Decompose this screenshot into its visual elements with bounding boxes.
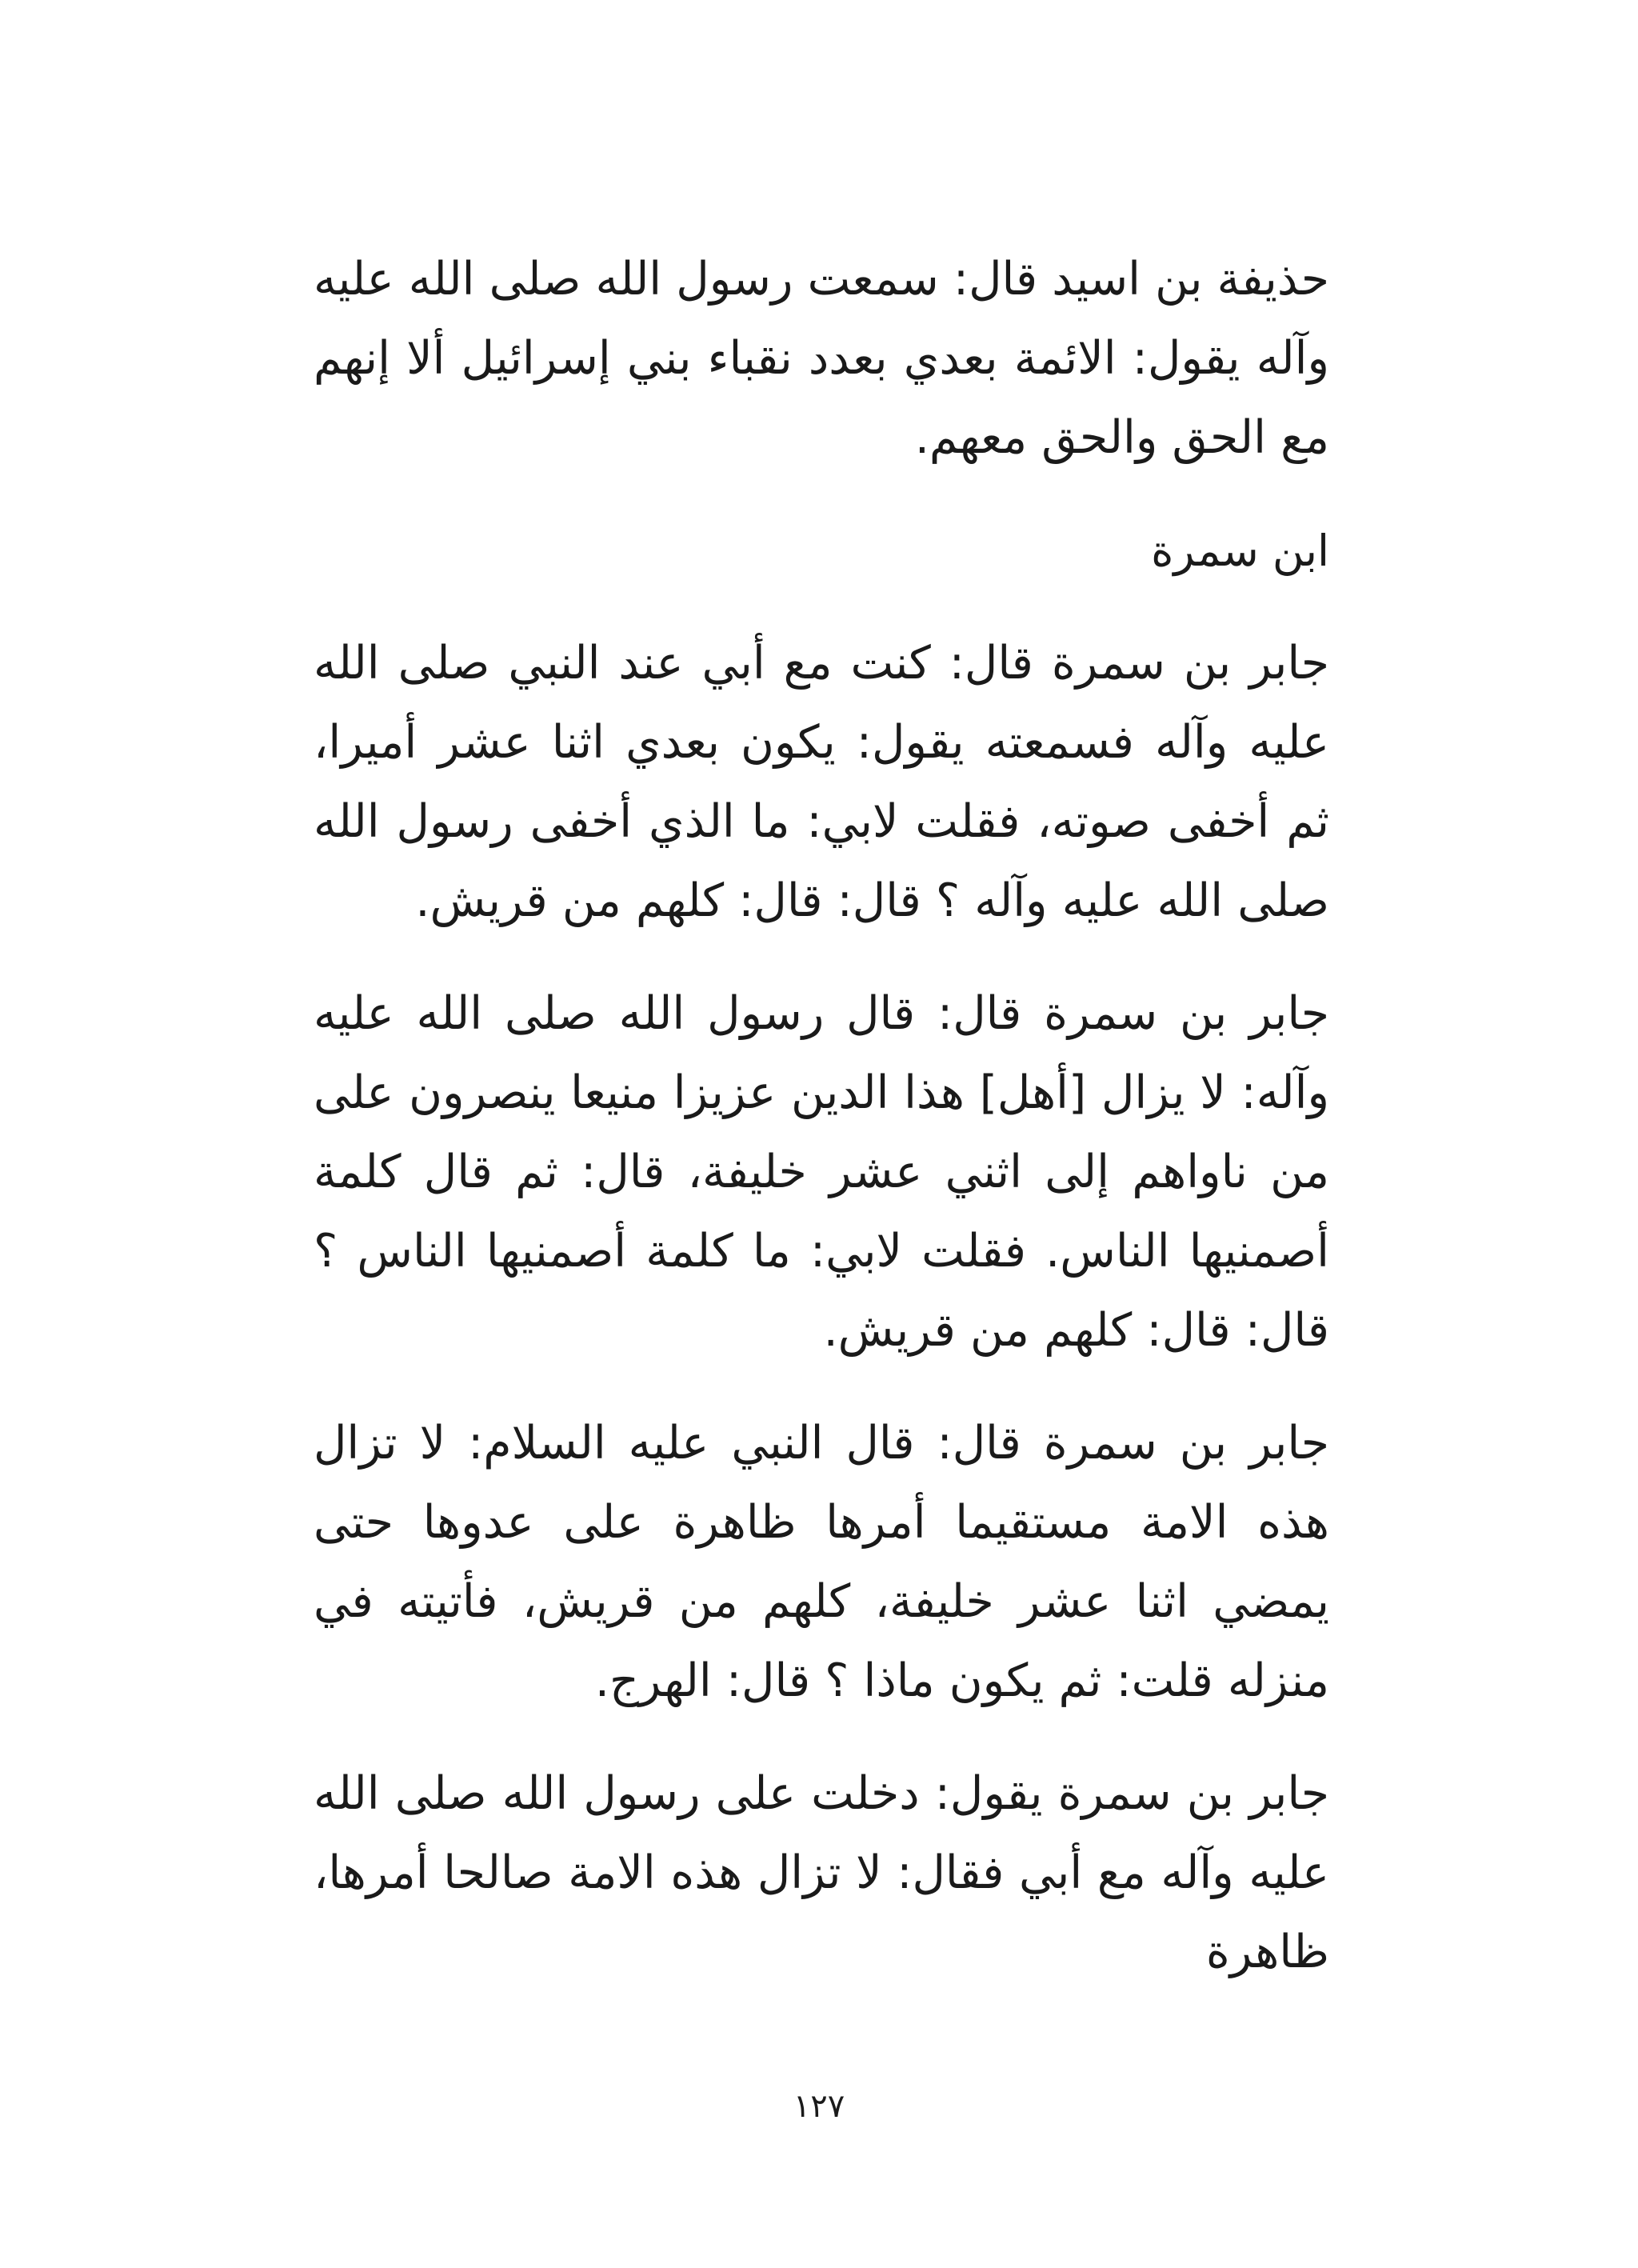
section-heading: ابن سمرة [1151, 526, 1329, 576]
paragraph-jabir-3: جابر بن سمرة قال: قال النبي عليه السلام: لا تزال هذه الامة مستقيما أمرها ظاهرة على عدوها حتى يمضي اثنا عشر خليفة، كلهم من قريش، فأتيته في منزله قلت: ثم يكون ماذا ؟ قال: الهرج. [314, 1417, 1329, 1707]
paragraph-hudhayfa: حذيفة بن اسيد قال: سمعت رسول الله صلى الله عليه وآله يقول: الائمة بعدي بعدد نقباء بني إسرائيل ألا إنهم مع الحق والحق معهم. [314, 253, 1329, 464]
page-number: ١٢٧ [793, 2088, 845, 2125]
paragraph-jabir-1: جابر بن سمرة قال: كنت مع أبي عند النبي صلى الله عليه وآله فسمعته يقول: يكون بعدي اثنا عشر أميرا، ثم أخفى صوته، فقلت لابي: ما الذي أخفى رسول الله صلى الله عليه وآله ؟ قال: قال: كلهم من قريش. [314, 637, 1329, 927]
paragraph-jabir-4: جابر بن سمرة يقول: دخلت على رسول الله صلى الله عليه وآله مع أبي فقال: لا تزال هذه الامة صالحا أمرها، ظاهرة [314, 1767, 1329, 1978]
page-body [314, 240, 1329, 2026]
paragraph-jabir-2: جابر بن سمرة قال: قال رسول الله صلى الله عليه وآله: لا يزال [أهل] هذا الدين عزيزا منيعا ينصرون على من ناواهم إلى اثني عشر خليفة، قال: ثم قال كلمة أصمنيها الناس. فقلت لابي: ما كلمة أصمنيها الناس ؟ قال: قال: كلهم من قريش. [314, 987, 1329, 1357]
